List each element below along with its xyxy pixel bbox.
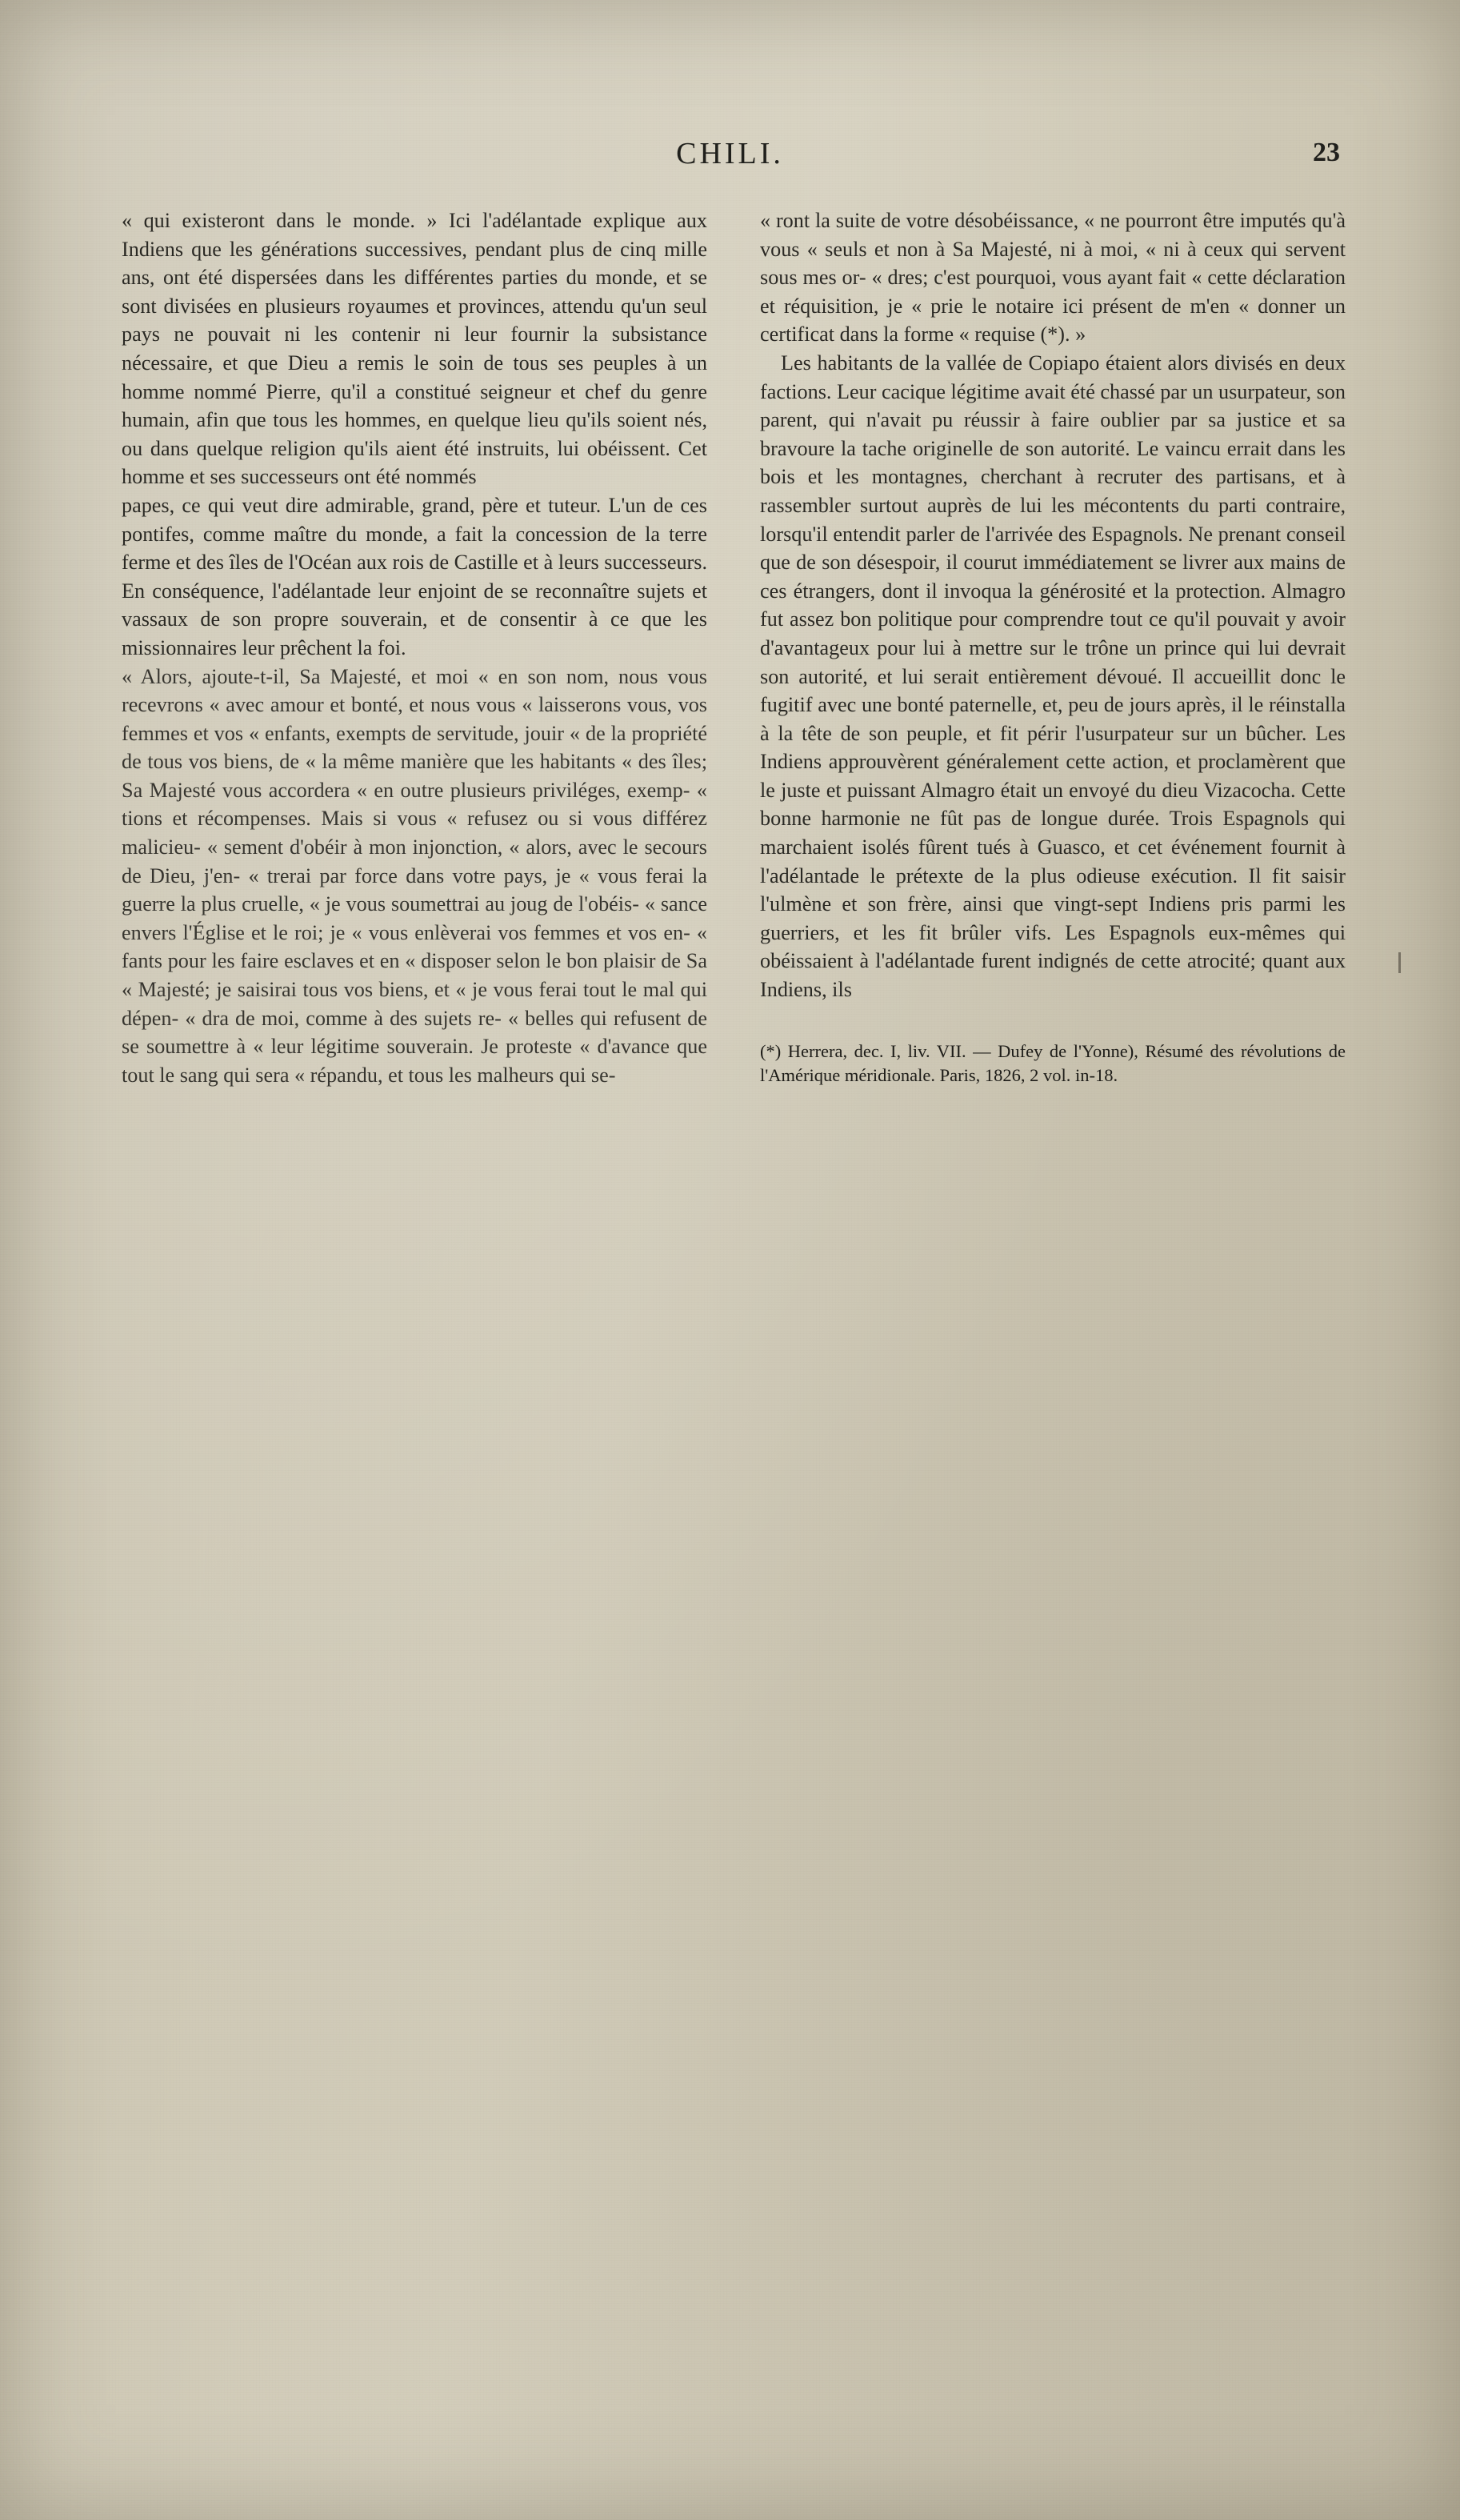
paragraph-quotation: « ront la suite de votre désobéissance, « ne pourront être imputés qu'à vous « seuls et non à Sa Majesté, ni à moi, « ni à ceux qui servent sous mes or- « dres; c'est pourquoi, vous ayant fait « cette déclaration et réquisition, je « prie le notaire ici présent de m'en « donner un certificat dans la forme « requise (*). » [760,209,1346,347]
footnote [760,1032,1346,1088]
paragraph-quotation: « Alors, ajoute-t-il, Sa Majesté, et moi « en son nom, nous vous recevrons « avec amour et bonté, et nous vous « laisserons vous, vos femmes et vos « enfants, exempts de servitude, jouir « de la propriété de tous vos biens, de « la même manière que les habitants « des îles; Sa Majesté vous accordera « en outre plusieurs priviléges, exemp- « tions et récompenses. Mais si vous « refusez ou si vous différez malicieu- « sement d'obéir à mon injonction, « alors, avec le secours de Dieu, j'en- « trerai par force dans votre pays, je « vous ferai la guerre la plus cruelle, « je vous soumettrai au joug de l'obéis- « sance envers l'Église et le roi; je « vous enlèverai vos femmes et vos en- « fants pour les faire esclaves et en « disposer selon le bon plaisir de Sa « Majesté; je saisirai tous vos biens, et « je vous ferai tout le mal qui dépen- « dra de moi, comme à des sujets re- « belles qui refusent de se soumettre à « leur légitime souverain. Je proteste « d'avance que tout le sang qui sera « répandu, et tous les malheurs qui se- [122,664,707,1087]
footnote-text: (*) Herrera, dec. I, liv. VII. — Dufey de l'Yonne), Résumé des révolutions de l'Amérique méridionale. Paris, 1826, 2 vol. in-18. [760,1040,1346,1085]
paragraph: Les habitants de la vallée de Copiapo étaient alors divisés en deux factions. Leur cacique légitime avait été chassé par un usurpateur, son parent, qui n'avait pu réussir à faire oublier par sa justice et sa bravoure la tache originelle de son autorité. Le vaincu errait dans les bois et les montagnes, cherchant à recruter des partisans, et à rassembler surtout auprès de lui les mécontents du parti contraire, lorsqu'il entendit parler de l'arrivée des Espagnols. Ne prenant conseil que de son désespoir, il courut immédiatement se livrer aux mains de ces étrangers, dont il invoqua la générosité et la protection. Almagro fut assez bon politique pour comprendre tout ce qu'il pouvait y avoir d'avantageux pour lui à mettre sur le trône un prince qui lui devrait son autorité, et lui serait entièrement dévoué. Il accueillit donc le fugitif avec une bonté paternelle, et, peu de jours après, il le réinstalla à la tête de son peuple, et fit périr l'usurpateur sur un bûcher. Les Indiens approuvèrent généralement cette action, et proclamèrent que le juste et puissant Almagro était un envoyé du dieu Vizacocha. Cette bonne harmonie ne fût pas de longue durée. Trois Espagnols qui marchaient isolés fûrent tués à Guasco, et cet événement fournit à l'adélantade le prétexte de la plus odieuse exécution. Il fit saisir l'ulmène et son frère, ainsi que vingt-sept Indiens pris parmi les guerriers, et les fit brûler vifs. Les Espagnols eux-mêmes qui obéissaient à l'adélantade furent indignés de cette atrocité; quant aux Indiens, ils [760,351,1346,1002]
running-head: CHILI. [676,137,784,170]
left-column [122,206,707,1089]
paragraph: « qui existeront dans le monde. » Ici l'adélantade explique aux Indiens que les générations successives, pendant plus de cinq mille ans, ont été dispersées dans les différentes parties du monde, et se sont divisées en plusieurs royaumes et provinces, attendu qu'un seul pays ne pouvait ni les contenir ni leur fournir la subsistance nécessaire, et que Dieu a remis le soin de tous ses peuples à un homme nommé Pierre, qu'il a constitué seigneur et chef du genre humain, afin que tous les hommes, en quelque lieu qu'ils soient nés, ou dans quelque religion qu'ils aient été instruits, lui obéissent. Cet homme et ses successeurs ont été nommés [122,209,707,489]
paragraph: papes, ce qui veut dire admirable, grand, père et tuteur. L'un de ces pontifes, comme maître du monde, a fait la concession de la terre ferme et des îles de l'Océan aux rois de Castille et à leurs successeurs. En conséquence, l'adélantade leur enjoint de se reconnaître sujets et vassaux de son propre souverain, et de consentir à ce que les missionnaires leur prêchent la foi. [122,493,707,659]
page-number: 23 [1313,138,1340,167]
margin-ink-mark [1398,952,1401,973]
page-header [120,136,1340,173]
right-column [760,206,1346,1089]
two-column-body [122,206,1346,1089]
